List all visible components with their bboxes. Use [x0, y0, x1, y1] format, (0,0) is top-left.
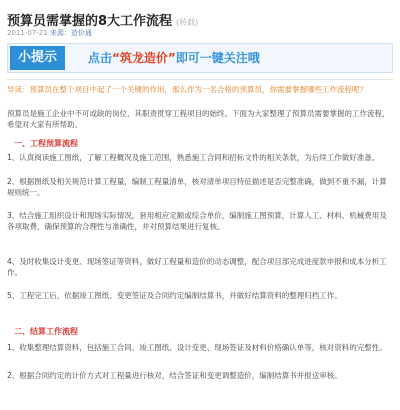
body-paragraph: 5、工程完工后，依据竣工图纸、变更签证及合同约定编制结算书，并做好结算资料的整理归档工作。: [7, 291, 342, 300]
article-title: [7, 10, 198, 29]
intro-paragraph: 导读：预算员在整个项目中起了一个关键的作用，那么作为一名合格的预算员，你需要掌握哪些工作流程呢？: [7, 85, 367, 94]
divider: [7, 79, 393, 80]
tip-highlight: “筑龙造价”: [112, 51, 176, 65]
body-paragraph: 4、及时收集设计变更、现场签证等资料，做好工程量和造价的动态调整，配合项目部完成进度款申报和成本分析工作。: [7, 257, 387, 277]
body-paragraph: 2、根据合同约定的计价方式对工程量进行核对，结合签证和变更调整造价，编制结算书并报送审核。: [7, 371, 342, 380]
body-paragraph: 1、认真阅读施工图纸，了解工程概况及施工范围，熟悉施工合同和招标文件的相关条款，为后续工作做好准备。: [7, 153, 380, 162]
title-subtitle: (转载): [176, 18, 199, 27]
follow-banner[interactable]: [7, 43, 393, 73]
tip-suffix: 即可一键关注哦: [175, 51, 260, 65]
body-paragraph: 1、收集整理结算资料，包括施工合同、竣工图纸、设计变更、现场签证及材料价格确认单等，核对资料的完整性。: [7, 343, 387, 352]
body-paragraph: 预算员是施工企业中不可或缺的岗位，其职责贯穿工程项目的始终。下面为大家整理了预算员需要掌握的工作流程，希望对大家有所帮助。: [7, 109, 390, 129]
body-paragraph: 3、结合施工组织设计和现场实际情况，套用相应定额或综合单价，编制施工图预算，计算人工、材料、机械费用及各项取费，确保预算的合理性与准确性，并对预算结果进行复核。: [7, 211, 387, 231]
article-meta: [7, 28, 92, 38]
tip-text[interactable]: [88, 49, 260, 66]
title-text: 预算员需掌握的8大工作流程: [7, 14, 173, 29]
article-source[interactable]: 来源：造价通: [49, 29, 92, 37]
section-heading: 二、结算工作流程: [14, 327, 78, 336]
tip-label: 小提示: [10, 46, 65, 70]
article-date: 2011-07-21: [7, 29, 48, 37]
body-paragraph: 2、根据图纸及相关规范计算工程量，编制工程量清单，核对清单项目特征描述是否完整准确，做到不重不漏，计算规则统一。: [7, 177, 387, 197]
tip-prefix: 点击: [88, 51, 113, 65]
section-heading: 一、工程预算流程: [14, 139, 78, 148]
